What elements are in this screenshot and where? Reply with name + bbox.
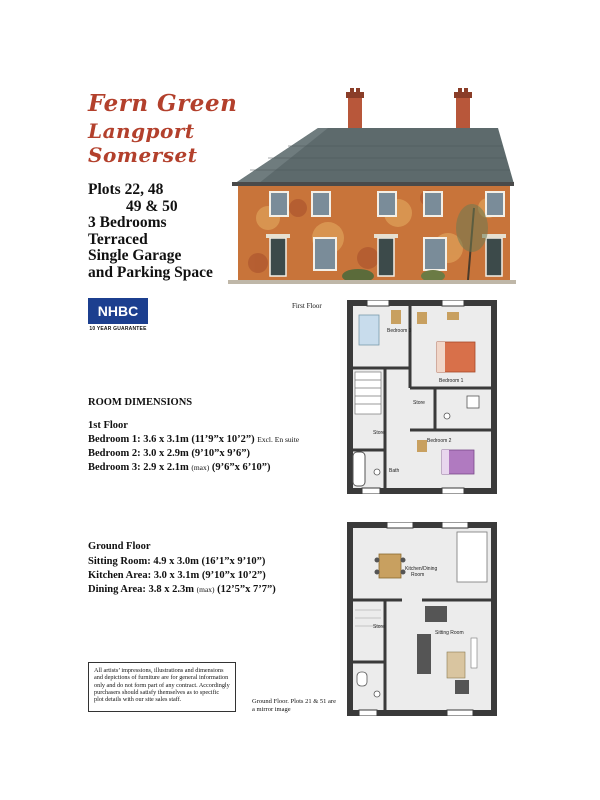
- nhbc-logo: [88, 298, 148, 334]
- ground-floor-note: Ground Floor. Plots 21 & 51 are a mirror image: [252, 698, 336, 713]
- plot-details: [88, 182, 213, 281]
- ground-floor-heading: Ground Floor: [88, 541, 151, 552]
- bedroom1-label: Bedroom 1: [439, 378, 464, 384]
- kitchen-label-part: Room: [411, 572, 425, 578]
- bedroom2-label: Bedroom 2: [427, 438, 452, 444]
- store-label-ground: Store: [373, 624, 385, 630]
- plot-line: Single Garage: [88, 247, 182, 264]
- dining-text-a: Dining Area: 3.8 x 2.3m: [88, 584, 194, 595]
- bedroom3-dimensions: [88, 462, 271, 473]
- bedroom3-text-a: Bedroom 3: 2.9 x 2.1m: [88, 462, 189, 473]
- bedroom3-text-b: (9’6”x 6’10”): [211, 462, 271, 473]
- house-illustration: [228, 88, 516, 288]
- development-county: Somerset: [88, 143, 198, 167]
- store-label-2: Store: [373, 430, 385, 436]
- sitting-room-label: Sitting Room: [435, 630, 464, 636]
- plot-line: 49 & 50: [126, 197, 178, 215]
- room-dimensions-heading: ROOM DIMENSIONS: [88, 397, 193, 408]
- bedroom1-note: Excl. En suite: [257, 435, 300, 444]
- first-floor-plan: [347, 300, 497, 494]
- development-name: Fern Green: [88, 90, 238, 117]
- plot-line: and Parking Space: [88, 263, 213, 281]
- bedroom3-label: Bedroom 3: [387, 328, 412, 334]
- plot-line: Plots 22, 48: [88, 181, 164, 198]
- bedroom3-note: (max): [191, 463, 210, 472]
- development-town: Langport: [88, 119, 195, 143]
- bath-label: Bath: [389, 468, 400, 474]
- kitchen-label-part: Kitchen/Dining: [405, 566, 438, 572]
- plot-line: Terraced: [88, 230, 148, 248]
- store-label-1: Store: [413, 400, 425, 406]
- first-floor-title: First Floor: [292, 302, 322, 310]
- dining-note: (max): [196, 585, 215, 594]
- plot-line: 3 Bedrooms: [88, 214, 167, 231]
- kitchen-area-dimensions: Kitchen Area: 3.0 x 3.1m (9’10”x 10’2”): [88, 570, 266, 581]
- dining-area-dimensions: [88, 584, 276, 595]
- sitting-room-dimensions: Sitting Room: 4.9 x 3.0m (16’1”x 9’10”): [88, 556, 266, 567]
- bedroom1-text: Bedroom 1: 3.6 x 3.1m (11’9”x 10’2”): [88, 434, 255, 445]
- bedroom2-dimensions: Bedroom 2: 3.0 x 2.9m (9’10”x 9’6”): [88, 448, 250, 459]
- dining-text-b: (12’5”x 7’7”): [217, 584, 276, 595]
- ground-floor-plan: [347, 522, 497, 716]
- bedroom1-dimensions: [88, 434, 299, 445]
- nhbc-guarantee: 10 YEAR GUARANTEE: [89, 326, 147, 332]
- first-floor-heading: 1st Floor: [88, 420, 128, 431]
- disclaimer-box: All artists’ impressions, illustrations and dimensions and depictions of furniture are for general information only and do not form part of any contract. Accordingly purchasers should satisfy themselves as to specific plot details with our site sales staff.: [88, 662, 236, 712]
- nhbc-logo-mark: NHBC: [88, 298, 148, 324]
